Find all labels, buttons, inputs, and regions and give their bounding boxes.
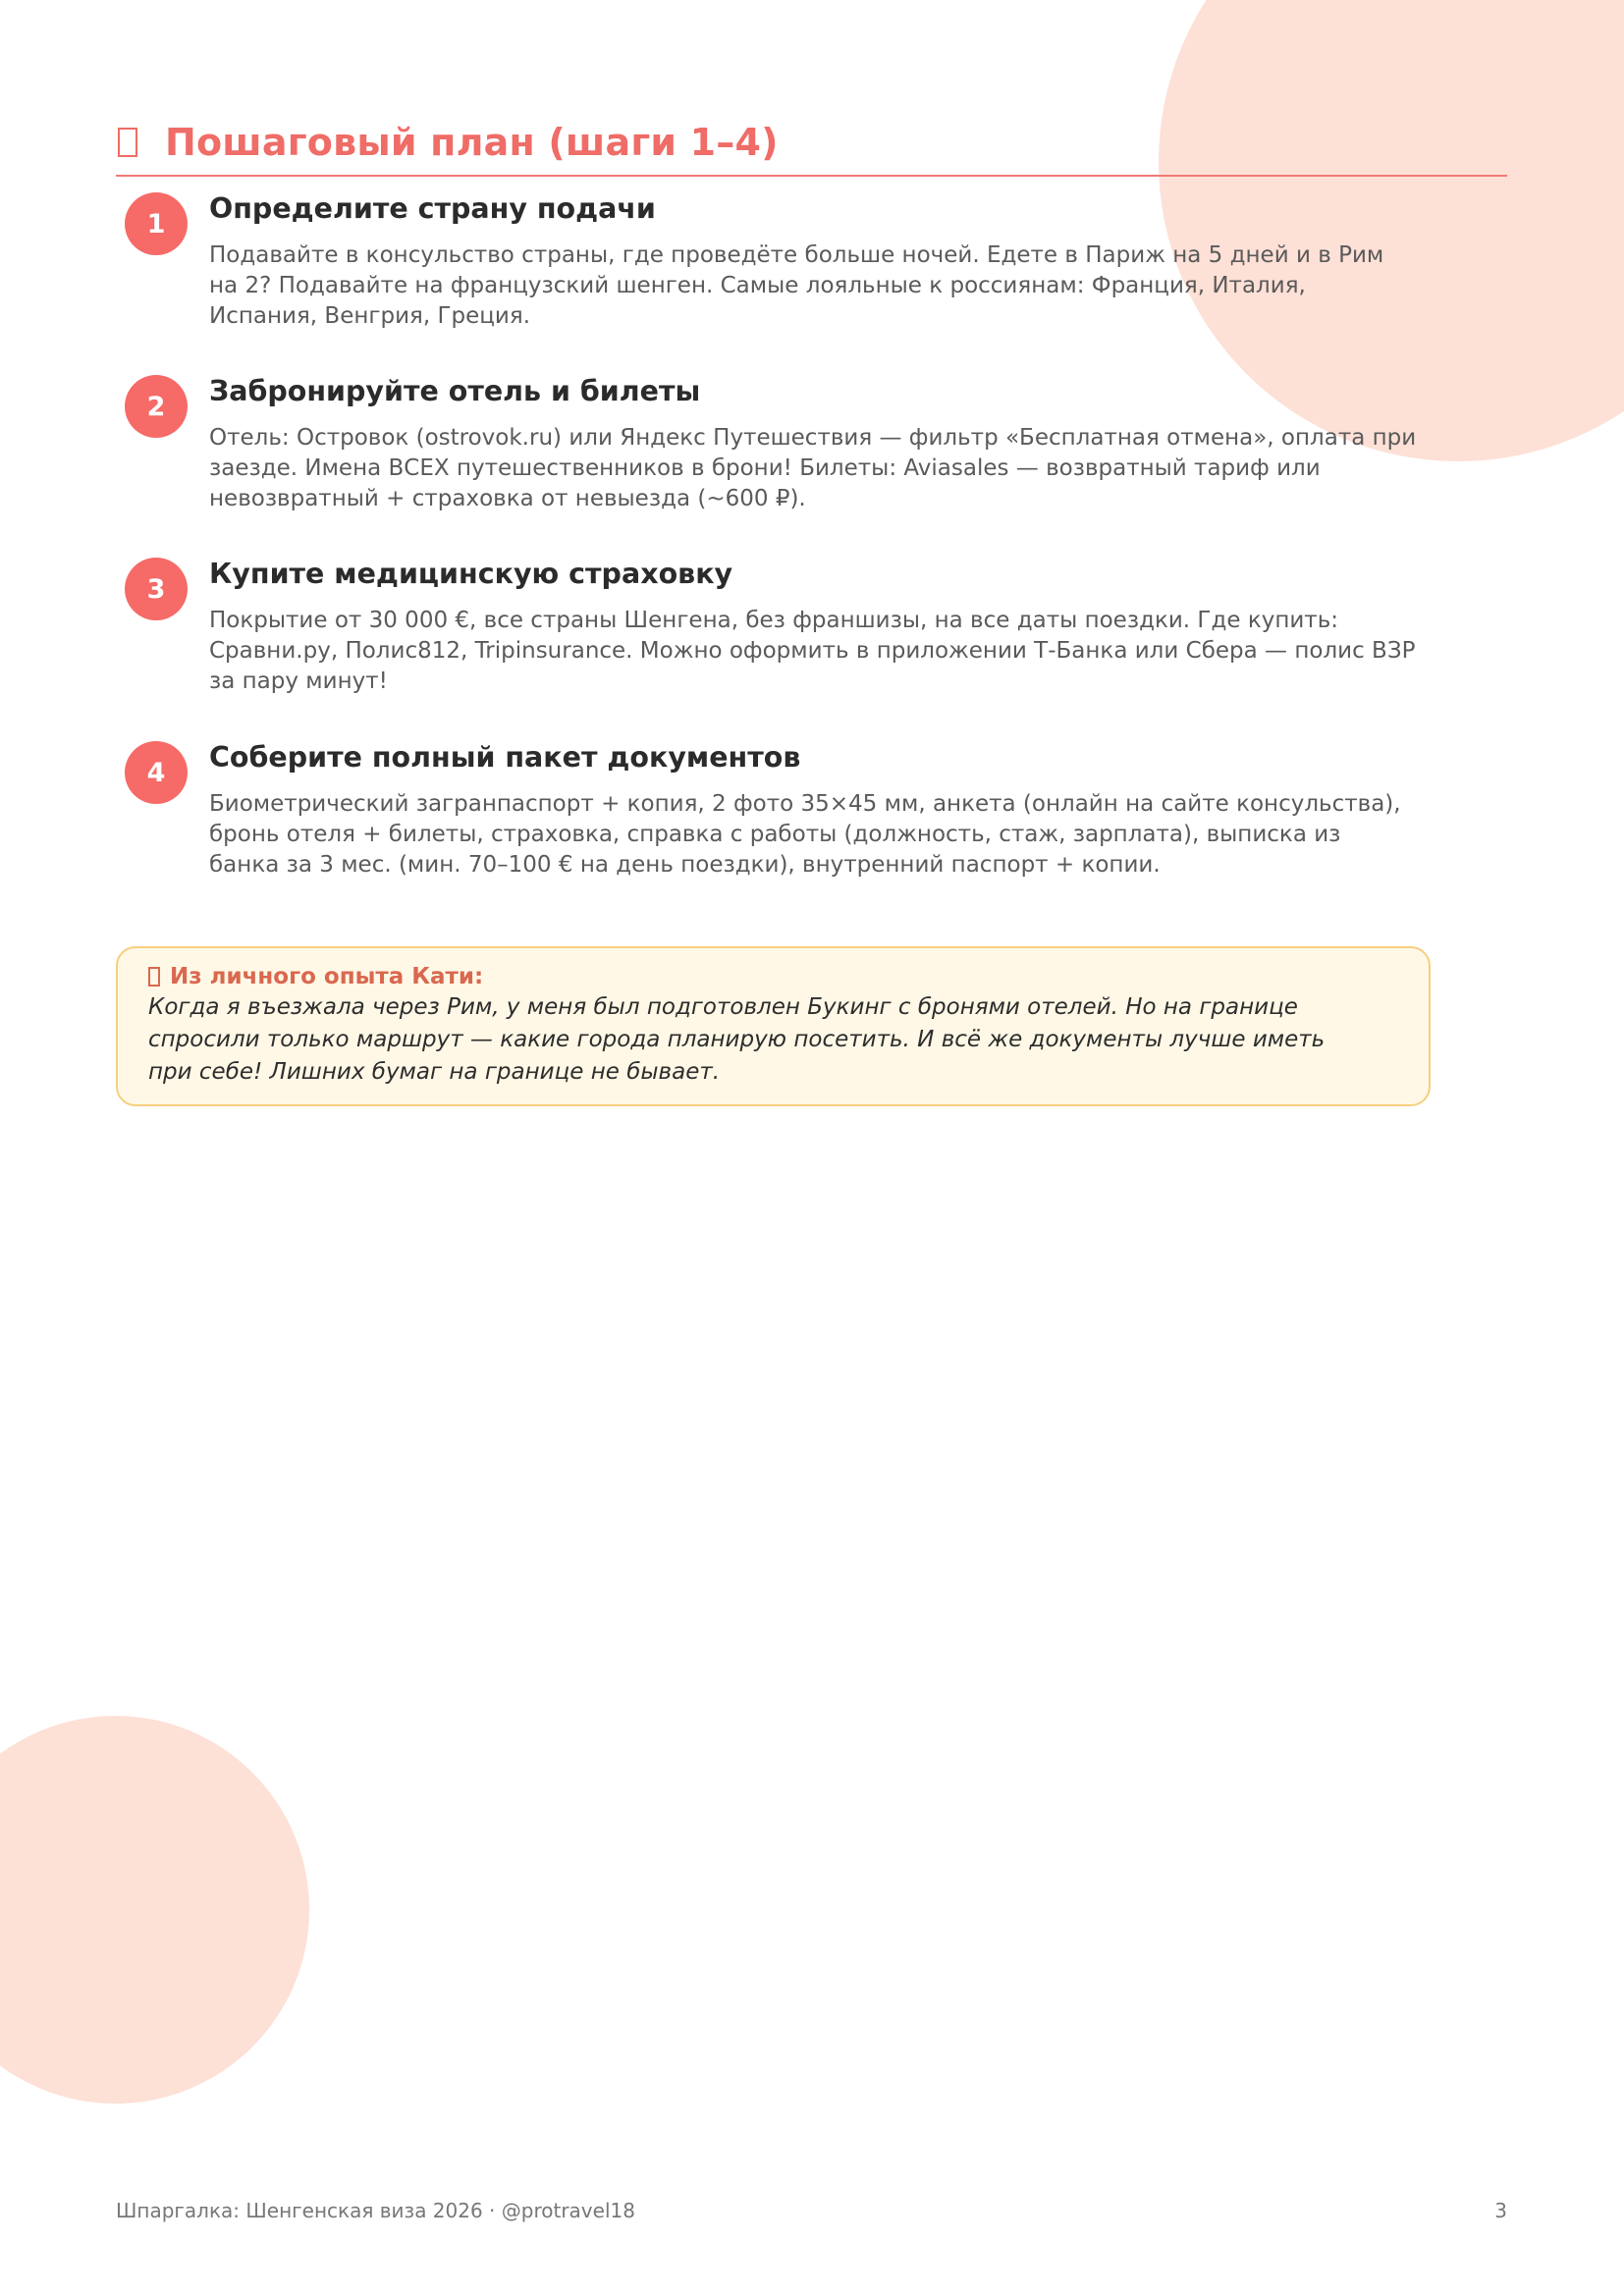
- decorative-circle-bottom: [0, 1716, 309, 2104]
- step-title: Забронируйте отель и билеты: [209, 375, 701, 407]
- step-number-badge: 3: [125, 558, 188, 620]
- step-number-badge: 2: [125, 375, 188, 438]
- step-title: Определите страну подачи: [209, 192, 656, 225]
- step-number-badge: 1: [125, 192, 188, 255]
- step-title: Купите медицинскую страховку: [209, 558, 733, 590]
- step-title: Соберите полный пакет документов: [209, 741, 801, 774]
- document-icon: [118, 128, 137, 157]
- personal-tip-box: [116, 946, 1431, 1106]
- step-description: Подавайте в консульство страны, где проведёте больше ночей. Едете в Париж на 5 дней и в Рим на 2? Подавайте на французский шенген. Самые лояльные к россиянам: Франция, Италия, Испания, Венгрия, Греция.: [209, 242, 1384, 329]
- tip-text: Когда я въезжала через Рим, у меня был подготовлен Букинг с бронями отелей. Но на границе спросили только маршрут — какие города планирую посетить. И всё же документы лучше иметь при себе! Лишних бумаг на границе не бывает.: [148, 994, 1326, 1085]
- note-icon: [148, 967, 160, 987]
- step-description: Биометрический загранпаспорт + копия, 2 фото 35×45 мм, анкета (онлайн на сайте консульства), бронь отеля + билеты, страховка, справка с работы (должность, стаж, зарплата), выписка из банка за 3 мес. (мин. 70–100 € на день поездки), внутренний паспорт + копии.: [209, 791, 1401, 878]
- step-description: Покрытие от 30 000 €, все страны Шенгена, без франшизы, на все даты поездки. Где купить: Сравни.ру, Полис812, Tripinsurance. Можно оформить в приложении Т-Банка или Сбера — полис ВЗР за пару минут!: [209, 608, 1416, 694]
- section-header: [116, 116, 1507, 177]
- step-number-badge: 4: [125, 741, 188, 804]
- tip-heading-row: [148, 962, 1398, 991]
- step-description: Отель: Островок (ostrovok.ru) или Яндекс Путешествия — фильтр «Бесплатная отмена», оплата при заезде. Имена ВСЕХ путешественников в брони! Билеты: Aviasales — возвратный тариф или невозвратный + страховка от невыезда (~600 ₽).: [209, 425, 1417, 511]
- section-title: Пошаговый план (шаги 1–4): [165, 121, 779, 164]
- page-number: 3: [1494, 2199, 1507, 2222]
- decorative-circle-top: [1159, 0, 1624, 461]
- tip-heading: Из личного опыта Кати:: [170, 964, 484, 989]
- footer-caption: Шпаргалка: Шенгенская виза 2026 · @protravel18: [116, 2199, 635, 2222]
